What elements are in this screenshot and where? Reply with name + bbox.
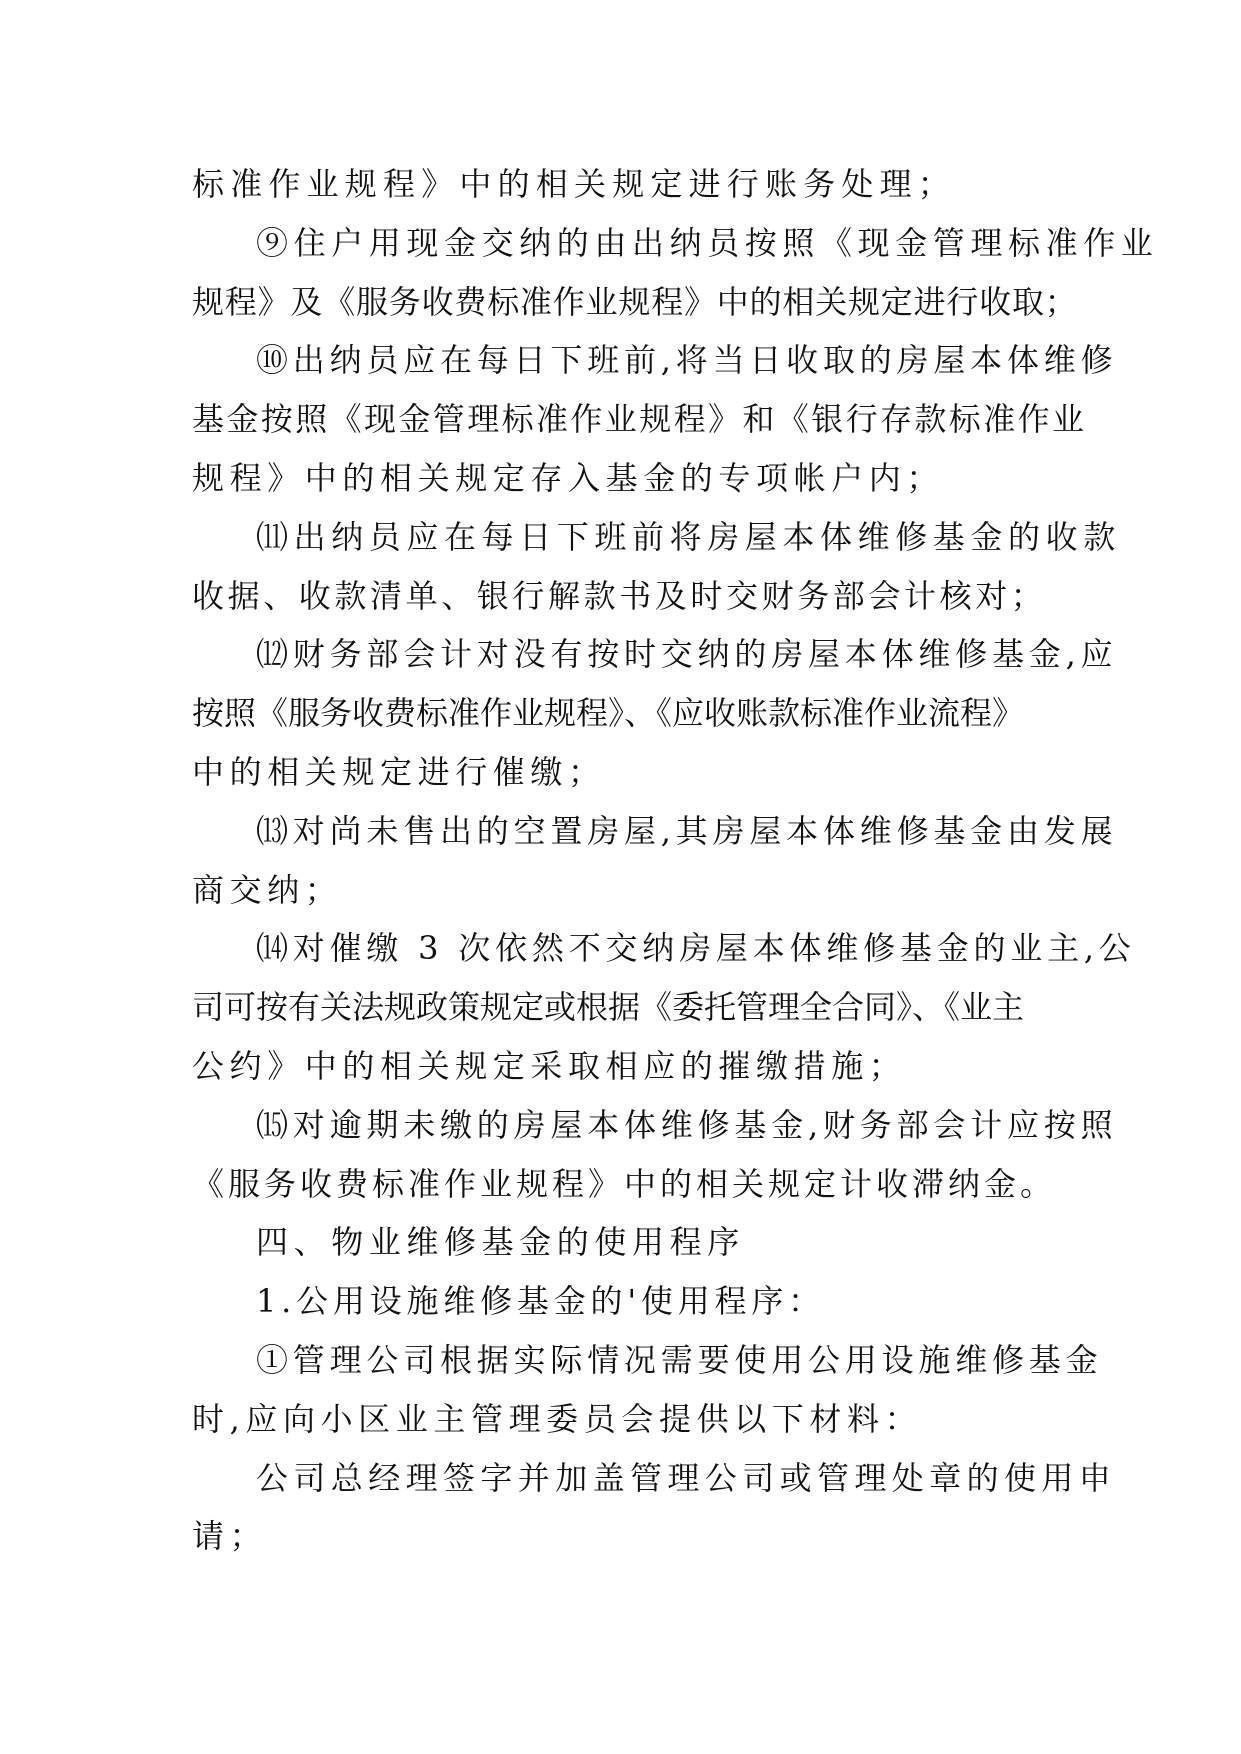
document-body — [192, 155, 1159, 1566]
paragraph-line-24: 请； — [192, 1517, 268, 1556]
paragraph-line-4: ⑩出纳员应在每日下班前,将当日收取的房屋本体维修 — [256, 341, 1118, 380]
paragraph-line-10: 按照《服务收费标准作业规程》、《应收账款标准作业流程》 — [192, 694, 1025, 733]
paragraph-line-16: 公约》中的相关规定采取相应的摧缴措施； — [192, 1046, 907, 1085]
paragraph-line-14: ⒁对催缴 3 次依然不交纳房屋本体维修基金的业主,公 — [256, 929, 1136, 968]
paragraph-line-3: 规程》及《服务收费标准作业规程》中的相关规定进行收取； — [192, 282, 1078, 321]
section-heading: 四、物业维修基金的使用程序 — [256, 1223, 745, 1262]
paragraph-line-15: 司可按有关法规政策规定或根据《委托管理全合同》、《业主 — [192, 988, 1025, 1027]
paragraph-line-8: 收据、收款清单、银行解款书及时交财务部会计核对； — [192, 576, 1047, 615]
paragraph-line-21: ①管理公司根据实际情况需要使用公用设施维修基金 — [256, 1340, 1103, 1379]
paragraph-line-23: 公司总经理签字并加盖管理公司或管理处章的使用申 — [256, 1458, 1117, 1497]
paragraph-line-13: 商交纳； — [192, 870, 343, 909]
paragraph-line-11: 中的相关规定进行催缴； — [192, 752, 606, 791]
subsection-heading: 1.公用设施维修基金的'使用程序： — [256, 1282, 825, 1321]
paragraph-line-9: ⑿财务部会计对没有按时交纳的房屋本体维修基金,应 — [256, 635, 1118, 674]
paragraph-line-18: 《服务收费标准作业规程》中的相关规定计收滞纳金。 — [192, 1164, 1057, 1203]
paragraph-line-7: ⑾出纳员应在每日下班前将房屋本体维修基金的收款 — [256, 517, 1121, 556]
paragraph-line-1: 标准作业规程》中的相关规定进行账务处理； — [192, 165, 957, 203]
paragraph-line-6: 规程》中的相关规定存入基金的专项帐户内； — [192, 458, 945, 497]
paragraph-line-17: ⒂对逾期未缴的房屋本体维修基金,财务部会计应按照 — [256, 1105, 1118, 1144]
paragraph-line-12: ⒀对尚未售出的空置房屋,其房屋本体维修基金由发展 — [256, 811, 1118, 850]
paragraph-line-5: 基金按照《现金管理标准作业规程》和《银行存款标准作业 — [192, 400, 1087, 439]
paragraph-line-22: 时,应向小区业主管理委员会提供以下材料： — [192, 1399, 923, 1438]
paragraph-line-2: ⑨住户用现金交纳的由出纳员按照《现金管理标准作业 — [256, 223, 1159, 262]
